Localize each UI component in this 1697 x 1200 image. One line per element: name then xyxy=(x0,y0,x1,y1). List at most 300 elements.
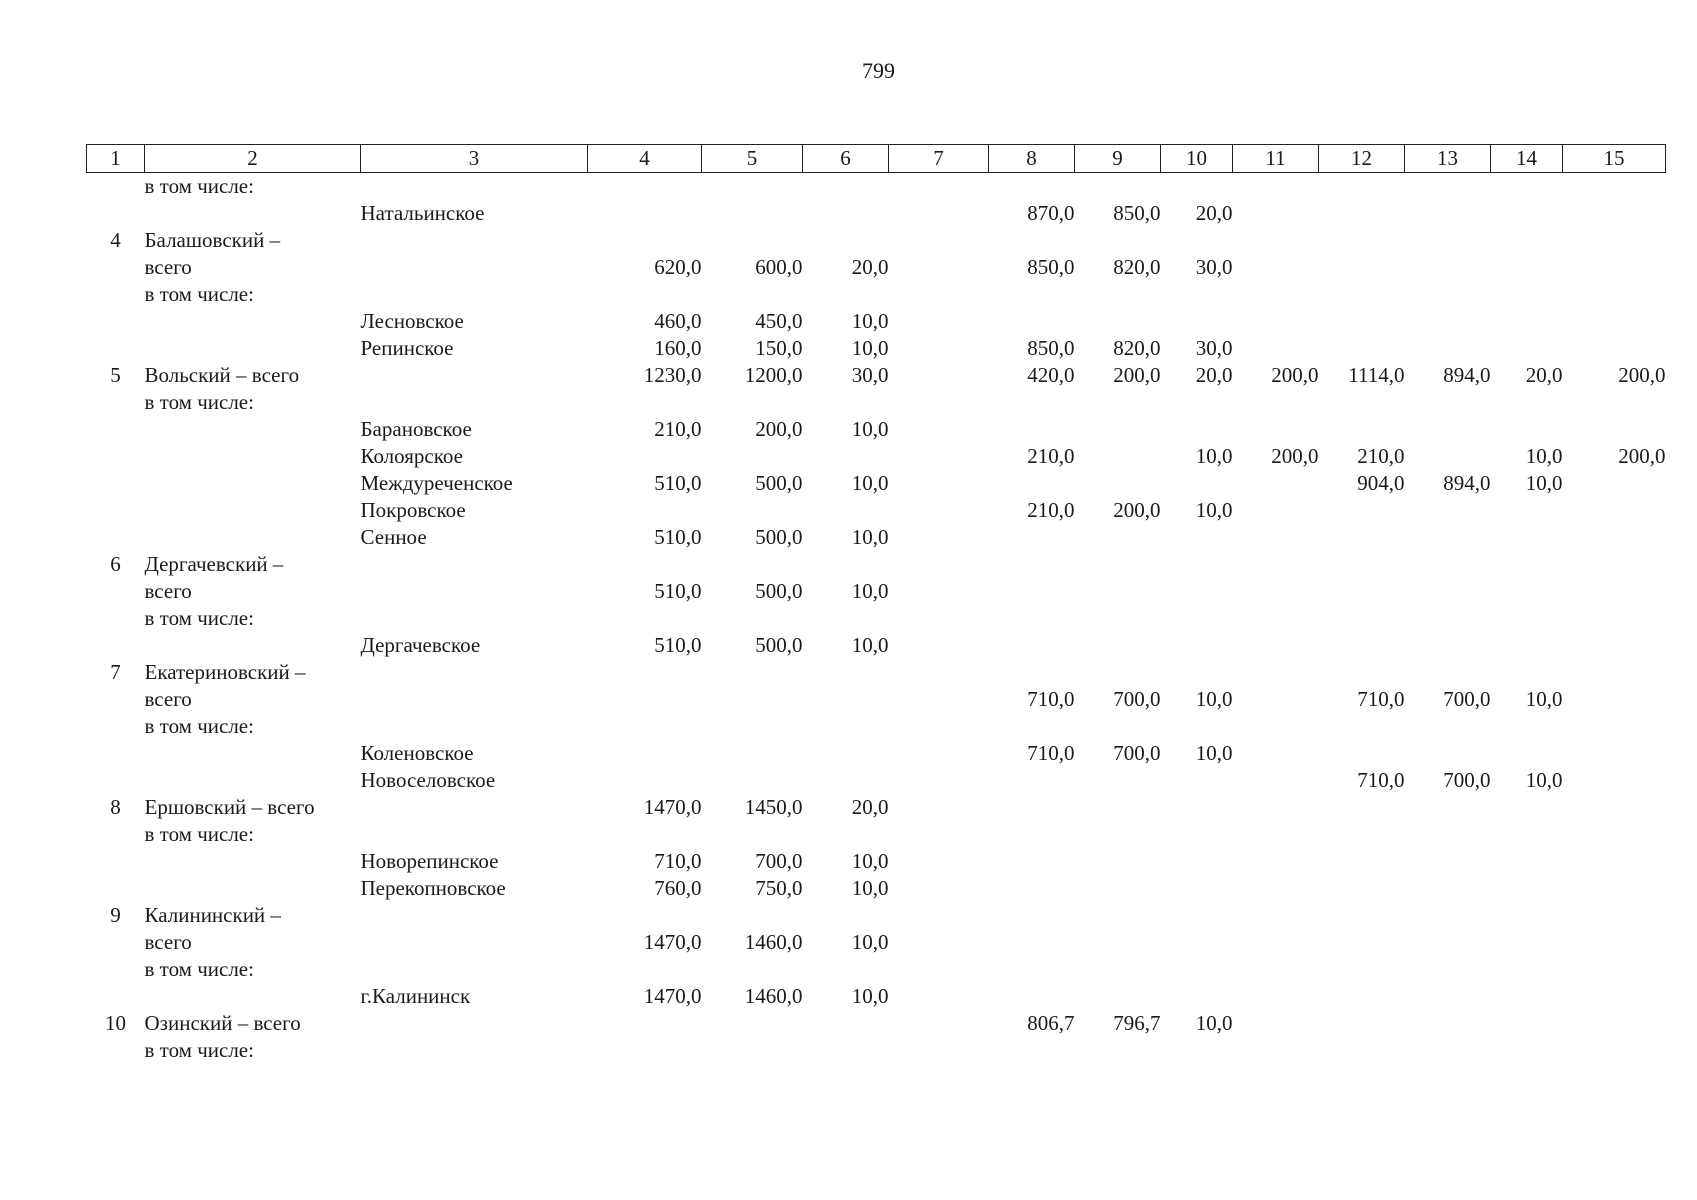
table-cell-col-13 xyxy=(1405,659,1491,686)
table-cell-col-3: Междуреченское xyxy=(360,471,513,495)
table-cell-col-7 xyxy=(889,497,989,524)
table-cell-col-1 xyxy=(87,821,145,848)
table-cell-col-12 xyxy=(1319,902,1405,929)
table-cell-col-7 xyxy=(889,902,989,929)
table-cell-col-5: 500,0 xyxy=(755,471,803,495)
table-cell-col-11 xyxy=(1233,389,1319,416)
table-cell-col-11 xyxy=(1233,686,1319,713)
table-cell-col-6 xyxy=(803,389,889,416)
table-cell-col-10 xyxy=(1161,767,1233,794)
table-cell-col-10 xyxy=(1161,470,1233,497)
table-cell-col-7 xyxy=(889,875,989,902)
table-cell-col-9 xyxy=(1075,659,1161,686)
table-row xyxy=(87,794,1666,821)
table-cell-col-6 xyxy=(803,902,889,929)
table-cell-col-13 xyxy=(1405,551,1491,578)
table-cell-col-12 xyxy=(1319,200,1405,227)
table-cell-col-4 xyxy=(588,443,702,470)
table-cell-col-6 xyxy=(803,281,889,308)
table-cell-col-5 xyxy=(702,173,803,201)
table-cell-col-12 xyxy=(1319,929,1405,956)
table-cell-col-12 xyxy=(1319,524,1405,551)
table-row xyxy=(87,713,1666,740)
table-cell-col-10 xyxy=(1161,794,1233,821)
table-cell-col-6 xyxy=(803,659,889,686)
table-cell-col-3: Коленовское xyxy=(360,741,474,765)
table-cell-col-3: Сенное xyxy=(360,525,427,549)
table-cell-col-12 xyxy=(1319,416,1405,443)
table-cell-col-13 xyxy=(1405,956,1491,983)
table-cell-col-11 xyxy=(1233,254,1319,281)
table-cell-col-4 xyxy=(588,200,702,227)
table-row xyxy=(87,443,1666,470)
table-row xyxy=(87,1037,1666,1064)
table-cell-col-14 xyxy=(1491,416,1563,443)
table-cell-col-11 xyxy=(1233,605,1319,632)
table-cell-col-5 xyxy=(702,686,803,713)
table-cell-col-3: Колоярское xyxy=(360,444,463,468)
table-cell-col-7 xyxy=(889,713,989,740)
table-cell-col-5 xyxy=(702,821,803,848)
table-cell-col-7 xyxy=(889,1010,989,1037)
table-cell-col-3 xyxy=(361,956,588,983)
table-cell-col-4 xyxy=(588,551,702,578)
table-cell-col-12 xyxy=(1319,1037,1405,1064)
table-cell-col-15 xyxy=(1563,524,1666,551)
table-cell-col-9 xyxy=(1075,929,1161,956)
table-cell-col-7 xyxy=(889,632,989,659)
table-cell-col-4 xyxy=(588,605,702,632)
table-cell-col-15 xyxy=(1563,821,1666,848)
table-cell-col-15 xyxy=(1563,551,1666,578)
table-cell-col-11 xyxy=(1233,956,1319,983)
table-cell-col-9: 700,0 xyxy=(1113,741,1161,765)
table-cell-col-1 xyxy=(87,929,145,956)
table-cell-col-9 xyxy=(1075,173,1161,201)
table-cell-col-9 xyxy=(1075,821,1161,848)
table-cell-col-14 xyxy=(1491,848,1563,875)
table-cell-col-2: всего xyxy=(144,687,192,711)
table-cell-col-15 xyxy=(1563,1037,1666,1064)
table-cell-col-14: 10,0 xyxy=(1525,444,1563,468)
table-cell-col-13 xyxy=(1405,335,1491,362)
table-cell-col-1: 10 xyxy=(105,1011,126,1035)
table-cell-col-15 xyxy=(1563,929,1666,956)
table-cell-col-3 xyxy=(361,254,588,281)
table-cell-col-10 xyxy=(1161,929,1233,956)
table-cell-col-8 xyxy=(989,416,1075,443)
column-header: 11 xyxy=(1233,145,1319,173)
table-cell-col-3 xyxy=(361,1037,588,1064)
budget-table xyxy=(86,144,1666,1064)
table-cell-col-3 xyxy=(361,605,588,632)
table-cell-col-14 xyxy=(1491,902,1563,929)
table-cell-col-10 xyxy=(1161,983,1233,1010)
table-cell-col-8: 710,0 xyxy=(1027,687,1075,711)
table-row xyxy=(87,470,1666,497)
table-cell-col-11 xyxy=(1233,578,1319,605)
table-cell-col-5: 150,0 xyxy=(755,336,803,360)
table-cell-col-11: 200,0 xyxy=(1271,363,1319,387)
table-cell-col-8 xyxy=(989,389,1075,416)
table-row xyxy=(87,659,1666,686)
table-cell-col-13 xyxy=(1405,740,1491,767)
table-cell-col-7 xyxy=(889,227,989,254)
table-cell-col-12 xyxy=(1319,578,1405,605)
table-cell-col-14: 10,0 xyxy=(1525,687,1563,711)
table-cell-col-9 xyxy=(1075,713,1161,740)
table-body xyxy=(87,173,1666,1065)
table-cell-col-7 xyxy=(889,794,989,821)
table-cell-col-2: всего xyxy=(144,579,192,603)
table-cell-col-14: 10,0 xyxy=(1525,471,1563,495)
table-cell-col-8 xyxy=(989,713,1075,740)
table-cell-col-7 xyxy=(889,848,989,875)
table-cell-col-8 xyxy=(989,767,1075,794)
table-cell-col-12: 1114,0 xyxy=(1348,363,1405,387)
table-cell-col-11 xyxy=(1233,524,1319,551)
table-cell-col-11: 200,0 xyxy=(1271,444,1319,468)
table-cell-col-7 xyxy=(889,200,989,227)
table-cell-col-5 xyxy=(702,956,803,983)
table-cell-col-10 xyxy=(1161,632,1233,659)
table-row xyxy=(87,254,1666,281)
table-cell-col-13 xyxy=(1405,713,1491,740)
table-cell-col-5 xyxy=(702,767,803,794)
table-cell-col-5 xyxy=(702,1010,803,1037)
table-cell-col-9 xyxy=(1075,605,1161,632)
table-cell-col-15 xyxy=(1563,848,1666,875)
table-cell-col-10: 10,0 xyxy=(1195,444,1233,468)
table-cell-col-13 xyxy=(1405,821,1491,848)
table-cell-col-5 xyxy=(702,659,803,686)
table-cell-col-10: 20,0 xyxy=(1195,201,1233,225)
table-cell-col-8 xyxy=(989,173,1075,201)
table-cell-col-15 xyxy=(1563,200,1666,227)
table-cell-col-6: 10,0 xyxy=(851,984,889,1008)
table-cell-col-8: 850,0 xyxy=(1027,336,1075,360)
table-cell-col-15 xyxy=(1563,254,1666,281)
table-cell-col-15 xyxy=(1563,713,1666,740)
table-cell-col-9 xyxy=(1075,416,1161,443)
table-cell-col-10 xyxy=(1161,875,1233,902)
table-cell-col-7 xyxy=(889,335,989,362)
table-row xyxy=(87,551,1666,578)
table-cell-col-9 xyxy=(1075,308,1161,335)
table-cell-col-8: 850,0 xyxy=(1027,255,1075,279)
table-cell-col-14 xyxy=(1491,956,1563,983)
table-cell-col-3 xyxy=(361,281,588,308)
table-cell-col-10 xyxy=(1161,281,1233,308)
table-cell-col-6: 10,0 xyxy=(851,471,889,495)
table-cell-col-9: 200,0 xyxy=(1113,498,1161,522)
table-cell-col-11 xyxy=(1233,281,1319,308)
table-cell-col-8 xyxy=(989,632,1075,659)
table-cell-col-1: 5 xyxy=(110,363,121,387)
table-cell-col-11 xyxy=(1233,1010,1319,1037)
table-cell-col-14 xyxy=(1491,227,1563,254)
table-cell-col-14 xyxy=(1491,524,1563,551)
table-cell-col-8 xyxy=(989,794,1075,821)
table-cell-col-14 xyxy=(1491,821,1563,848)
table-cell-col-7 xyxy=(889,389,989,416)
table-row xyxy=(87,335,1666,362)
table-row xyxy=(87,1010,1666,1037)
table-cell-col-2 xyxy=(145,308,361,335)
table-cell-col-10: 30,0 xyxy=(1195,255,1233,279)
table-cell-col-8 xyxy=(989,821,1075,848)
table-row xyxy=(87,173,1666,201)
table-cell-col-15 xyxy=(1563,578,1666,605)
table-cell-col-6 xyxy=(803,740,889,767)
table-cell-col-4: 1470,0 xyxy=(643,795,702,819)
table-cell-col-5: 1460,0 xyxy=(744,930,803,954)
table-row xyxy=(87,389,1666,416)
table-cell-col-10: 10,0 xyxy=(1195,741,1233,765)
table-cell-col-12 xyxy=(1319,1010,1405,1037)
table-cell-col-7 xyxy=(889,470,989,497)
table-cell-col-3 xyxy=(361,929,588,956)
table-cell-col-11 xyxy=(1233,335,1319,362)
table-cell-col-12 xyxy=(1319,389,1405,416)
column-header: 7 xyxy=(889,145,989,173)
table-cell-col-2 xyxy=(145,875,361,902)
table-cell-col-13 xyxy=(1405,983,1491,1010)
table-cell-col-4: 160,0 xyxy=(654,336,702,360)
table-cell-col-4: 510,0 xyxy=(654,471,702,495)
table-cell-col-4 xyxy=(588,281,702,308)
table-cell-col-13 xyxy=(1405,632,1491,659)
table-cell-col-1 xyxy=(87,983,145,1010)
table-cell-col-11 xyxy=(1233,821,1319,848)
table-cell-col-1 xyxy=(87,767,145,794)
table-cell-col-8 xyxy=(989,659,1075,686)
table-cell-col-7 xyxy=(889,956,989,983)
table-cell-col-9: 820,0 xyxy=(1113,336,1161,360)
table-cell-col-14 xyxy=(1491,713,1563,740)
table-cell-col-7 xyxy=(889,767,989,794)
table-cell-col-11 xyxy=(1233,902,1319,929)
table-cell-col-3: Натальинское xyxy=(360,201,485,225)
table-cell-col-9 xyxy=(1075,524,1161,551)
table-cell-col-13 xyxy=(1405,389,1491,416)
table-cell-col-13 xyxy=(1405,443,1491,470)
table-row xyxy=(87,308,1666,335)
table-cell-col-15: 200,0 xyxy=(1618,444,1666,468)
table-cell-col-4 xyxy=(588,227,702,254)
table-cell-col-13 xyxy=(1405,1037,1491,1064)
table-cell-col-2: Вольский – всего xyxy=(144,363,300,387)
table-cell-col-7 xyxy=(889,929,989,956)
table-cell-col-6: 10,0 xyxy=(851,930,889,954)
table-cell-col-1: 6 xyxy=(110,552,121,576)
table-cell-col-11 xyxy=(1233,740,1319,767)
table-cell-col-6: 20,0 xyxy=(851,795,889,819)
table-cell-col-3: Репинское xyxy=(360,336,454,360)
table-cell-col-13: 700,0 xyxy=(1443,687,1491,711)
table-cell-col-14 xyxy=(1491,200,1563,227)
table-row xyxy=(87,416,1666,443)
table-cell-col-8: 210,0 xyxy=(1027,444,1075,468)
table-cell-col-2: в том числе: xyxy=(144,714,254,738)
table-cell-col-14 xyxy=(1491,551,1563,578)
table-cell-col-1 xyxy=(87,335,145,362)
table-row xyxy=(87,740,1666,767)
column-header: 15 xyxy=(1563,145,1666,173)
table-cell-col-13 xyxy=(1405,200,1491,227)
table-row xyxy=(87,983,1666,1010)
table-cell-col-2: в том числе: xyxy=(144,174,254,198)
table-row xyxy=(87,200,1666,227)
column-header: 13 xyxy=(1405,145,1491,173)
table-cell-col-1 xyxy=(87,740,145,767)
table-cell-col-14 xyxy=(1491,308,1563,335)
table-cell-col-4 xyxy=(588,389,702,416)
table-cell-col-9 xyxy=(1075,767,1161,794)
column-header: 2 xyxy=(145,145,361,173)
table-row xyxy=(87,875,1666,902)
table-cell-col-7 xyxy=(889,578,989,605)
table-cell-col-5: 600,0 xyxy=(755,255,803,279)
table-cell-col-13 xyxy=(1405,227,1491,254)
table-cell-col-6 xyxy=(803,200,889,227)
table-cell-col-5: 450,0 xyxy=(755,309,803,333)
table-cell-col-6 xyxy=(803,821,889,848)
table-cell-col-11 xyxy=(1233,173,1319,201)
table-cell-col-1 xyxy=(87,389,145,416)
table-cell-col-4: 510,0 xyxy=(654,633,702,657)
table-cell-col-11 xyxy=(1233,551,1319,578)
table-cell-col-5: 750,0 xyxy=(755,876,803,900)
table-cell-col-8 xyxy=(989,308,1075,335)
table-cell-col-12 xyxy=(1319,875,1405,902)
table-cell-col-10 xyxy=(1161,902,1233,929)
table-cell-col-3 xyxy=(361,173,588,201)
table-cell-col-8: 870,0 xyxy=(1027,201,1075,225)
table-cell-col-6 xyxy=(803,227,889,254)
table-cell-col-8 xyxy=(989,470,1075,497)
table-cell-col-3 xyxy=(361,686,588,713)
table-cell-col-8 xyxy=(989,524,1075,551)
table-cell-col-14 xyxy=(1491,983,1563,1010)
table-cell-col-6 xyxy=(803,605,889,632)
table-cell-col-8 xyxy=(989,1037,1075,1064)
table-cell-col-12 xyxy=(1319,335,1405,362)
table-row xyxy=(87,497,1666,524)
table-cell-col-9 xyxy=(1075,875,1161,902)
table-row xyxy=(87,578,1666,605)
table-cell-col-9 xyxy=(1075,227,1161,254)
table-cell-col-10 xyxy=(1161,605,1233,632)
table-cell-col-11 xyxy=(1233,983,1319,1010)
table-cell-col-3 xyxy=(361,389,588,416)
table-cell-col-13 xyxy=(1405,497,1491,524)
table-cell-col-3 xyxy=(361,578,588,605)
table-cell-col-15 xyxy=(1563,632,1666,659)
table-cell-col-3 xyxy=(361,713,588,740)
table-cell-col-4: 460,0 xyxy=(654,309,702,333)
table-row xyxy=(87,605,1666,632)
table-cell-col-2 xyxy=(145,767,361,794)
table-cell-col-15 xyxy=(1563,875,1666,902)
table-cell-col-14 xyxy=(1491,794,1563,821)
table-cell-col-2 xyxy=(145,740,361,767)
table-cell-col-6: 10,0 xyxy=(851,417,889,441)
table-cell-col-7 xyxy=(889,443,989,470)
table-cell-col-1 xyxy=(87,686,145,713)
table-cell-col-12 xyxy=(1319,956,1405,983)
table-cell-col-9: 200,0 xyxy=(1113,363,1161,387)
table-cell-col-15 xyxy=(1563,956,1666,983)
table-cell-col-2 xyxy=(145,470,361,497)
table-cell-col-10: 10,0 xyxy=(1195,1011,1233,1035)
table-cell-col-5: 500,0 xyxy=(755,633,803,657)
table-cell-col-12 xyxy=(1319,308,1405,335)
column-header: 10 xyxy=(1161,145,1233,173)
table-cell-col-12 xyxy=(1319,740,1405,767)
table-cell-col-3 xyxy=(361,1010,588,1037)
table-cell-col-1 xyxy=(87,416,145,443)
table-cell-col-11 xyxy=(1233,875,1319,902)
table-cell-col-11 xyxy=(1233,848,1319,875)
table-cell-col-13 xyxy=(1405,416,1491,443)
column-header: 5 xyxy=(702,145,803,173)
table-cell-col-10: 20,0 xyxy=(1195,363,1233,387)
table-cell-col-2 xyxy=(145,983,361,1010)
table-cell-col-13: 894,0 xyxy=(1443,363,1491,387)
table-cell-col-4 xyxy=(588,767,702,794)
table-cell-col-6: 20,0 xyxy=(851,255,889,279)
table-cell-col-8: 710,0 xyxy=(1027,741,1075,765)
column-header: 8 xyxy=(989,145,1075,173)
table-cell-col-9 xyxy=(1075,848,1161,875)
table-cell-col-10 xyxy=(1161,524,1233,551)
table-cell-col-13 xyxy=(1405,281,1491,308)
table-cell-col-12 xyxy=(1319,551,1405,578)
table-cell-col-5: 1450,0 xyxy=(744,795,803,819)
table-cell-col-6 xyxy=(803,443,889,470)
table-cell-col-15 xyxy=(1563,1010,1666,1037)
table-cell-col-8 xyxy=(989,956,1075,983)
table-cell-col-1 xyxy=(87,173,145,201)
table-cell-col-1 xyxy=(87,713,145,740)
table-cell-col-2: Балашовский – xyxy=(144,228,281,252)
table-row xyxy=(87,956,1666,983)
table-cell-col-2: в том числе: xyxy=(144,957,254,981)
table-cell-col-4 xyxy=(588,1010,702,1037)
table-cell-col-15 xyxy=(1563,227,1666,254)
column-header: 14 xyxy=(1491,145,1563,173)
table-cell-col-1 xyxy=(87,848,145,875)
table-cell-col-6 xyxy=(803,173,889,201)
table-cell-col-3 xyxy=(361,227,588,254)
table-cell-col-1 xyxy=(87,200,145,227)
table-cell-col-3: Новоселовское xyxy=(360,768,496,792)
table-cell-col-11 xyxy=(1233,470,1319,497)
table-cell-col-5: 500,0 xyxy=(755,525,803,549)
table-cell-col-9 xyxy=(1075,1037,1161,1064)
table-cell-col-14 xyxy=(1491,659,1563,686)
table-cell-col-15 xyxy=(1563,173,1666,201)
table-cell-col-14 xyxy=(1491,281,1563,308)
table-cell-col-10: 10,0 xyxy=(1195,498,1233,522)
table-cell-col-11 xyxy=(1233,200,1319,227)
table-row xyxy=(87,767,1666,794)
table-cell-col-8: 210,0 xyxy=(1027,498,1075,522)
table-cell-col-8 xyxy=(989,227,1075,254)
table-cell-col-2: Ершовский – всего xyxy=(144,795,315,819)
table-cell-col-13 xyxy=(1405,902,1491,929)
